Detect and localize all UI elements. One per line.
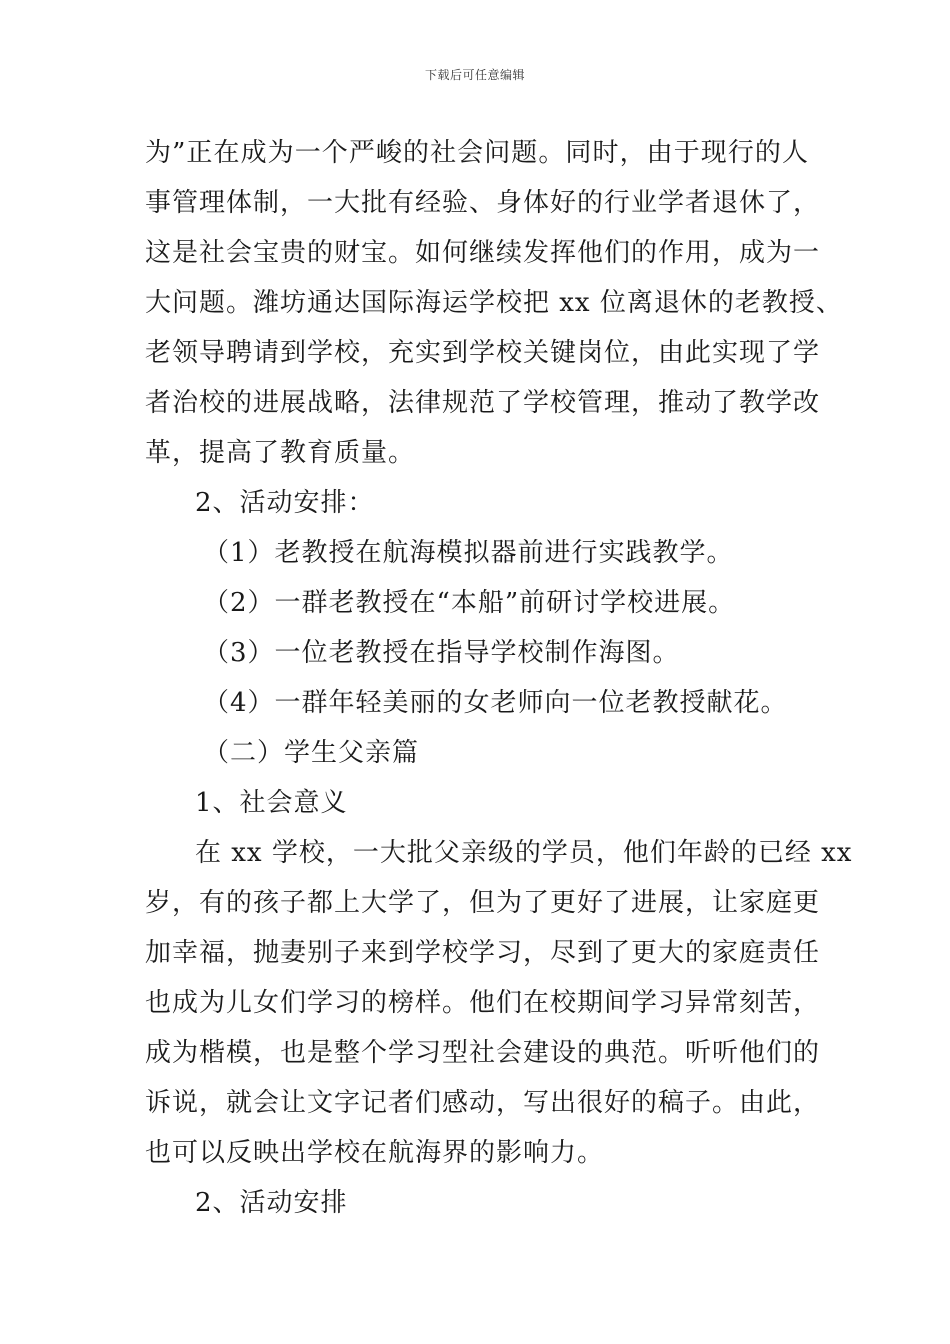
text-line: 诉说，就会让文字记者们感动，写出很好的稿子。由此， xyxy=(145,1088,821,1118)
text-line: 也成为儿女们学习的榜样。他们在校期间学习异常刻苦， xyxy=(145,988,821,1018)
subsection-heading: （二）学生父亲篇 xyxy=(203,738,420,768)
text-line: 者治校的进展战略，法律规范了学校管理，推动了教学改 xyxy=(145,388,821,418)
text-line: 革，提高了教育质量。 xyxy=(145,438,416,468)
list-item: （2）一群老教授在“本船”前研讨学校进展。 xyxy=(203,588,736,618)
section-heading: 1、社会意义 xyxy=(195,788,348,818)
text-line: 老领导聘请到学校，充实到学校关键岗位，由此实现了学 xyxy=(145,338,821,368)
text-line: 事管理体制，一大批有经验、身体好的行业学者退休了， xyxy=(145,188,821,218)
text-line: 大问题。潍坊通达国际海运学校把 xx 位离退休的老教授、 xyxy=(145,288,843,318)
section-heading: 2、活动安排 xyxy=(195,1188,348,1218)
text-line: 在 xx 学校，一大批父亲级的学员，他们年龄的已经 xx xyxy=(195,838,853,868)
list-item: （1）老教授在航海模拟器前进行实践教学。 xyxy=(203,538,734,568)
text-line: 岁，有的孩子都上大学了，但为了更好了进展，让家庭更 xyxy=(145,888,821,918)
page-header: 下载后可任意编辑 xyxy=(424,68,525,82)
section-heading: 2、活动安排： xyxy=(195,488,375,518)
text-line: 这是社会宝贵的财宝。如何继续发挥他们的作用，成为一 xyxy=(145,238,821,268)
list-item: （4）一群年轻美丽的女老师向一位老教授献花。 xyxy=(203,688,788,718)
document-body xyxy=(145,128,853,1228)
text-line: 成为楷模，也是整个学习型社会建设的典范。听听他们的 xyxy=(145,1038,821,1068)
text-line: 也可以反映出学校在航海界的影响力。 xyxy=(145,1138,605,1168)
list-item: （3）一位老教授在指导学校制作海图。 xyxy=(203,638,680,668)
text-line: 为”正在成为一个严峻的社会问题。同时，由于现行的人 xyxy=(145,138,809,168)
text-line: 加幸福，抛妻别子来到学校学习，尽到了更大的家庭责任 xyxy=(145,938,821,968)
